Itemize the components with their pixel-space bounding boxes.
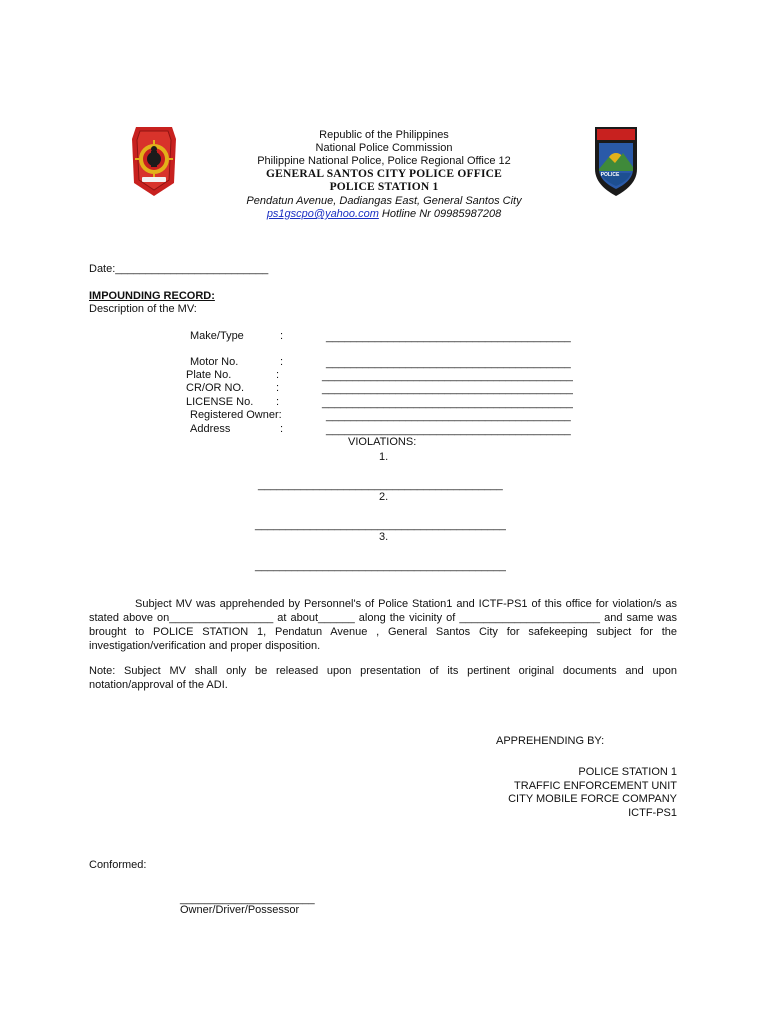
- office-address: Pendatun Avenue, Dadiangas East, General Santos City: [246, 195, 522, 207]
- license-field[interactable]: _________________________________________: [322, 397, 573, 409]
- owner-label: Registered Owner:: [190, 409, 282, 421]
- license-label: LICENSE No.: [186, 396, 254, 408]
- apprehension-paragraph: Subject MV was apprehended by Personnel's of Police Station1 and ICTF-PS1 of this office for violation/s as stated above on_________________ at about______ along the vicinity of _______________________ and same was brought to POLICE STATION 1, Pendatun Avenue , General Santos City for safekeeping subject for the investigation/verification and proper disposition.: [89, 598, 677, 652]
- republic-line: Republic of the Philippines: [319, 129, 449, 141]
- violations-title: VIOLATIONS:: [348, 436, 417, 448]
- violation-1-number: 1.: [379, 451, 389, 463]
- address-label: Address: [190, 423, 231, 435]
- violation-3-field[interactable]: _________________________________________: [255, 560, 506, 572]
- contact-line: [0, 208, 768, 221]
- signature-field[interactable]: ______________________: [180, 893, 315, 905]
- unit-line-3: CITY MOBILE FORCE COMPANY: [508, 793, 677, 805]
- apprehending-label: APPREHENDING BY:: [496, 735, 605, 747]
- plate-no-field[interactable]: _________________________________________: [322, 370, 573, 382]
- violation-2-number: 2.: [379, 491, 389, 503]
- unit-line-1: POLICE STATION 1: [578, 766, 677, 778]
- date-label: Date:: [89, 263, 116, 275]
- address-field[interactable]: ________________________________________: [326, 424, 571, 436]
- cr-or-label: CR/OR NO.: [186, 382, 245, 394]
- unit-line-2: TRAFFIC ENFORCEMENT UNIT: [514, 780, 677, 792]
- violation-2-field[interactable]: _________________________________________: [255, 519, 506, 531]
- violation-3-number: 3.: [379, 531, 389, 543]
- hotline: Hotline Nr 09985987208: [378, 208, 502, 220]
- violation-1-field[interactable]: ________________________________________: [258, 479, 503, 491]
- make-type-colon: :: [280, 330, 284, 342]
- gensan-banner: GENSAN: [590, 116, 630, 126]
- date-line: [89, 263, 268, 275]
- police-banner: POLICE: [600, 172, 620, 178]
- pro12-line: Philippine National Police, Police Regional Office 12: [257, 155, 511, 167]
- conformed-label: Conformed:: [89, 859, 147, 871]
- record-title: IMPOUNDING RECORD:: [89, 290, 215, 302]
- unit-line-4: ICTF-PS1: [628, 807, 677, 819]
- motor-no-label: Motor No.: [190, 356, 239, 368]
- motor-no-colon: :: [280, 356, 284, 368]
- address-colon: :: [280, 423, 284, 435]
- release-note: Note: Subject MV shall only be released upon presentation of its pertinent original documents and upon notation/approval of the ADI.: [89, 665, 677, 691]
- date-field[interactable]: _________________________: [115, 263, 269, 275]
- make-type-field[interactable]: ________________________________________: [326, 331, 571, 343]
- owner-field[interactable]: ________________________________________: [326, 410, 571, 422]
- make-type-label: Make/Type: [190, 330, 244, 342]
- signatory-label: Owner/Driver/Possessor: [180, 904, 300, 916]
- record-subtitle: Description of the MV:: [89, 303, 197, 315]
- station-title: POLICE STATION 1: [329, 181, 439, 193]
- plate-no-colon: :: [276, 369, 280, 381]
- cr-or-field[interactable]: _________________________________________: [322, 383, 573, 395]
- plate-no-label: Plate No.: [186, 369, 232, 381]
- motor-no-field[interactable]: ________________________________________: [326, 357, 571, 369]
- license-colon: :: [276, 396, 280, 408]
- napolcom-line: National Police Commission: [315, 142, 453, 154]
- email-link[interactable]: ps1gscpo@yahoo.com: [266, 208, 379, 220]
- cr-or-colon: :: [276, 382, 280, 394]
- office-title: GENERAL SANTOS CITY POLICE OFFICE: [265, 168, 502, 180]
